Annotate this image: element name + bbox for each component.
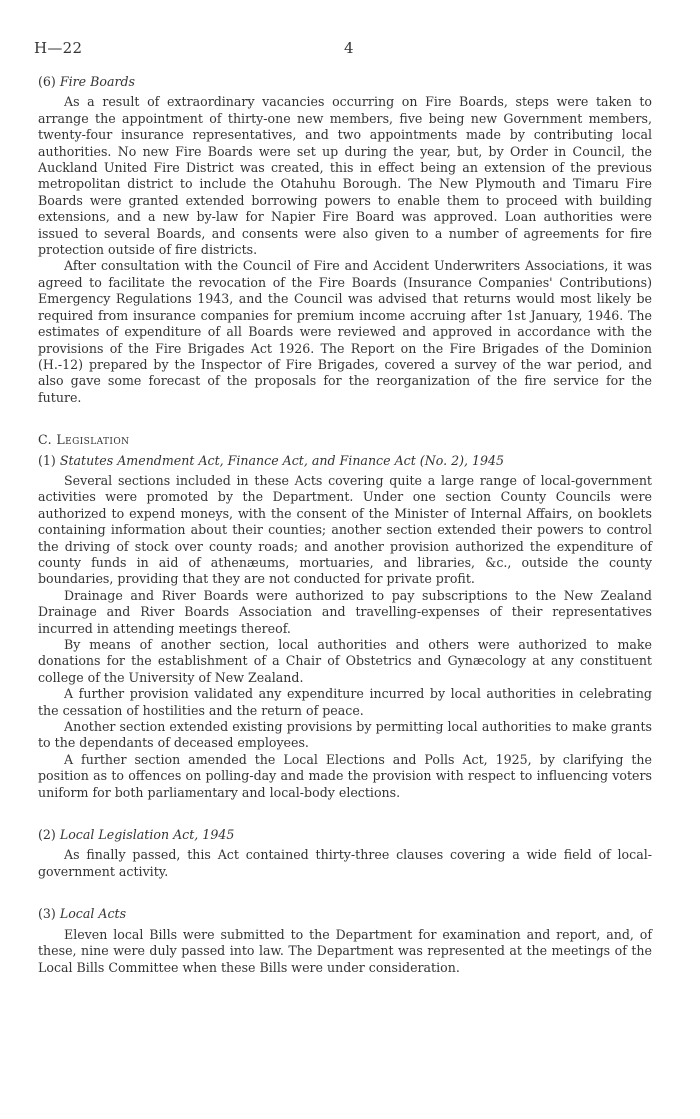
fire-boards-number: (6): [38, 74, 56, 89]
paragraph: Several sections included in these Acts covering quite a large range of local-government activities were promoted by the Department. Under one section County Councils were authorized to expend moneys, with the consent of the Minister of Internal Affairs, on booklets containing information about their counties; another section extended their powers to control the driving of stock over county roads; and another provision authorized the expenditure of county funds in aid of athenæums, mortuaries, and libraries, &c., outside the county boundaries, providing that they are not conducted for private profit.: [38, 472, 652, 587]
local-legislation-title: Local Legislation Act, 1945: [59, 827, 235, 843]
local-acts-heading: [38, 906, 652, 922]
page-number: 4: [344, 39, 354, 57]
paragraph: A further section amended the Local Elections and Polls Act, 1925, by clarifying the position as to offences on polling-day and made the provision with respect to influencing voters uniform for both parliamentary and local-body elections.: [38, 751, 652, 800]
local-acts-number: (3): [38, 906, 56, 922]
paragraph: As finally passed, this Act contained thirty-three clauses covering a wide field of local-government activity.: [38, 847, 652, 879]
paragraph: Eleven local Bills were submitted to the Department for examination and report, and, of these, nine were duly passed into law. The Department was represented at the meetings of the Local Bills Committee when these Bills were under consideration.: [38, 926, 652, 975]
report-reference: H—22: [34, 39, 83, 57]
fire-boards-title: Fire Boards: [59, 74, 135, 89]
legislation-heading: C. Legislation: [38, 432, 130, 448]
statutes-title: Statutes Amendment Act, Finance Act, and Finance Act (No. 2), 1945: [59, 452, 505, 468]
paragraph: Drainage and River Boards were authorized to pay subscriptions to the New Zealand Drainage and River Boards Association and travelling-expenses of their representatives incurred in attending meetings thereof.: [38, 587, 652, 636]
local-legislation-number: (2): [38, 827, 56, 843]
statutes-number: (1): [38, 452, 56, 468]
paragraph: By means of another section, local authorities and others were authorized to make donations for the establishment of a Chair of Obstetrics and Gynæcology at any constituent college of the University of New Zealand.: [38, 637, 652, 685]
fire-boards-heading: [38, 74, 652, 90]
local-legislation-heading: [38, 827, 652, 843]
paragraph: As a result of extraordinary vacancies occurring on Fire Boards, steps were taken to arrange the appointment of thirty-one new members, five being new Government members, twenty-four insurance representatives, and two appointments made by contributing local authorities. No new Fire Boards were set up during the year, but, by Order in Council, the Auckland United Fire District was created, this in effect being an extension of the previous metropolitan district to include the Otahuhu Borough. The New Plymouth and Timaru Fire Boards were granted extended borrowing powers to enable them to proceed with building extensions, and a new by-law for Napier Fire Board was approved. Loan authorities were issued to several Boards, and consents were also given to a number of agreements for fire protection outside of fire districts.: [38, 94, 652, 258]
paragraph: Another section extended existing provisions by permitting local authorities to make grants to the dependants of deceased employees.: [38, 719, 652, 751]
paragraph: A further provision validated any expenditure incurred by local authorities in celebrating the cessation of hostilities and the return of peace.: [38, 686, 652, 718]
paragraph: After consultation with the Council of Fire and Accident Underwriters Associations, it was agreed to facilitate the revocation of the Fire Boards (Insurance Companies' Contributions) Emergency Regulations 1943, and the Council was advised that returns would most likely be required from insurance companies for premium income accruing after 1st January, 1946. The estimates of expenditure of all Boards were reviewed and approved in accordance with the provisions of the Fire Brigades Act 1926. The Report on the Fire Brigades of the Dominion (H.-12) prepared by the Inspector of Fire Brigades, covered a survey of the war period, and also gave some forecast of the proposals for the reorganization of the fire service for the future.: [38, 258, 652, 405]
page-header: [34, 39, 652, 66]
statutes-heading: [38, 453, 652, 469]
local-acts-title: Local Acts: [59, 906, 127, 922]
